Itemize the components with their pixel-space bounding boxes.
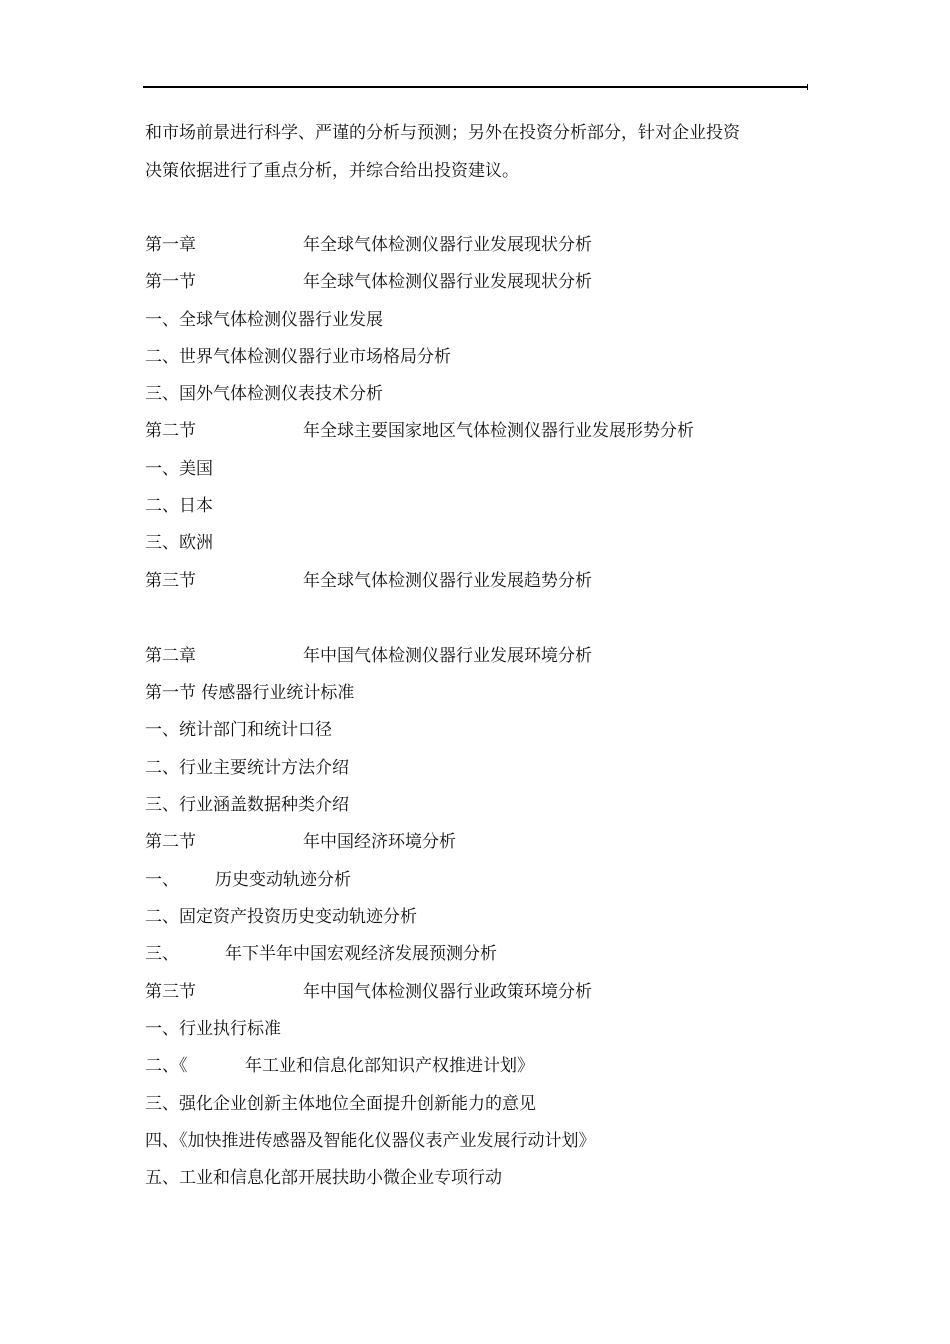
toc-chapter-2 bbox=[145, 646, 592, 666]
toc-title: 历史变动轨迹分析 bbox=[215, 870, 351, 890]
toc-label: 第二节 bbox=[145, 832, 196, 852]
toc-title: 年下半年中国宏观经济发展预测分析 bbox=[225, 944, 497, 964]
toc-label: 第三节 bbox=[145, 982, 196, 1002]
toc-item: 三、强化企业创新主体地位全面提升创新能力的意见 bbox=[145, 1094, 536, 1114]
toc-item: 二、行业主要统计方法介绍 bbox=[145, 758, 349, 778]
toc-item: 四、《加快推进传感器及智能化仪器仪表产业发展行动计划》 bbox=[145, 1131, 596, 1151]
header-rule-tick bbox=[807, 84, 808, 90]
toc-item: 一、美国 bbox=[145, 459, 213, 479]
toc-item: 一、统计部门和统计口径 bbox=[145, 720, 332, 740]
toc-label: 第一节 bbox=[145, 272, 196, 292]
toc-title: 年中国气体检测仪器行业政策环境分析 bbox=[303, 982, 592, 1002]
toc-item: 三、行业涵盖数据种类介绍 bbox=[145, 795, 349, 815]
toc-label: 一、 bbox=[145, 870, 179, 890]
toc-item: 一、全球气体检测仪器行业发展 bbox=[145, 310, 383, 330]
toc-item: 二、世界气体检测仪器行业市场格局分析 bbox=[145, 347, 451, 367]
toc-label: 三、 bbox=[145, 944, 179, 964]
toc-section bbox=[145, 272, 592, 292]
toc-title: 年全球气体检测仪器行业发展现状分析 bbox=[303, 272, 592, 292]
toc-title: 年中国经济环境分析 bbox=[303, 832, 456, 852]
toc-title: 年全球主要国家地区气体检测仪器行业发展形势分析 bbox=[303, 421, 694, 441]
toc-title: 年全球气体检测仪器行业发展现状分析 bbox=[303, 235, 592, 255]
toc-item: 三、国外气体检测仪表技术分析 bbox=[145, 384, 383, 404]
header-rule bbox=[143, 86, 808, 88]
toc-item bbox=[145, 944, 497, 964]
toc-item: 二、固定资产投资历史变动轨迹分析 bbox=[145, 907, 417, 927]
toc-item bbox=[145, 870, 351, 890]
toc-label: 第三节 bbox=[145, 571, 196, 591]
toc-section bbox=[145, 571, 592, 591]
toc-label: 第二节 bbox=[145, 421, 196, 441]
toc-section: 第一节 传感器行业统计标准 bbox=[145, 683, 355, 703]
toc-section bbox=[145, 421, 694, 441]
toc-section bbox=[145, 832, 456, 852]
toc-label: 第一章 bbox=[145, 235, 196, 255]
toc-item: 三、欧洲 bbox=[145, 533, 213, 553]
toc-item bbox=[145, 1056, 534, 1076]
intro-line-2: 决策依据进行了重点分析，并综合给出投资建议。 bbox=[145, 161, 519, 181]
toc-label: 二、《 bbox=[145, 1056, 188, 1076]
toc-item: 二、日本 bbox=[145, 496, 213, 516]
toc-title: 年中国气体检测仪器行业发展环境分析 bbox=[303, 646, 592, 666]
toc-section bbox=[145, 982, 592, 1002]
toc-item: 五、工业和信息化部开展扶助小微企业专项行动 bbox=[145, 1168, 502, 1188]
toc-title: 年全球气体检测仪器行业发展趋势分析 bbox=[303, 571, 592, 591]
toc-label: 第二章 bbox=[145, 646, 196, 666]
toc-chapter-1 bbox=[145, 235, 592, 255]
toc-item: 一、行业执行标准 bbox=[145, 1019, 281, 1039]
intro-line-1: 和市场前景进行科学、严谨的分析与预测；另外在投资分析部分，针对企业投资 bbox=[145, 123, 740, 143]
toc-title: 年工业和信息化部知识产权推进计划》 bbox=[245, 1056, 534, 1076]
